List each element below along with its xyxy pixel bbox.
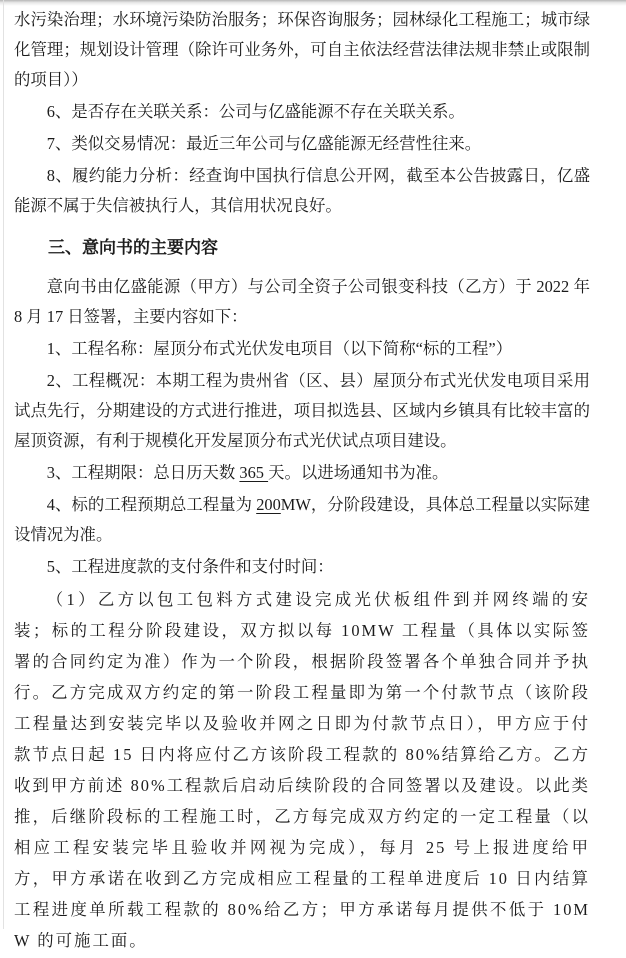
document-paragraph	[14, 97, 590, 127]
underlined-value: 200	[256, 495, 281, 514]
text-run: MW，分阶段建设，具体总工程量以实际建设情况为准。	[14, 495, 590, 544]
page-left-edge	[3, 0, 4, 929]
text-run: 5、工程进度款的支付条件和支付时间：	[46, 557, 334, 576]
document-paragraph	[14, 272, 590, 332]
underlined-value: 365	[239, 463, 269, 482]
document-paragraph	[14, 490, 590, 550]
text-run: 3、工程期限：总日历天数	[46, 463, 240, 482]
text-run: 4、标的工程预期总工程量为	[46, 495, 257, 514]
text-run: 2、工程概况：本期工程为贵州省（区、县）屋顶分布式光伏发电项目采用试点先行，分期建设的方式进行推进，项目拟选县、区域内乡镇具有比较丰富的屋顶资源，有利于规模化开发屋顶分布式光伏试点项目建设。	[14, 371, 590, 450]
text-run: 7、类似交易情况：最近三年公司与亿盛能源无经营性往来。	[46, 134, 482, 153]
document-paragraph	[14, 129, 590, 159]
document-paragraph	[14, 584, 590, 956]
text-run: （1）乙方以包工包料方式建设完成光伏板组件到并网终端的安装；标的工程分阶段建设，双方拟以每 10MW 工程量（具体以实际签署的合同约定为准）作为一个阶段，根据阶段签署各个单独合同并予执行。乙方完成双方约定的第一阶段工程量即为第一个付款节点（该阶段工程量达到安装完毕以及验收并网之日即为付款节点日），甲方应于付款节点日起 15 日内将应付乙方该阶段工程款的 80%结算给乙方。乙方收到甲方前述 80%工程款后启动后续阶段的合同签署以及建设。以此类推，后继阶段标的工程施工时，乙方每完成双方约定的一定工程量（以相应工程安装完毕且验收并网视为完成），每月 25 号上报进度给甲方，甲方承诺在收到乙方完成相应工程量的工程单进度后 10 日内结算工程进度单所载工程款的 80%给乙方；甲方承诺每月提供不低于 10MW 的可施工面。	[14, 590, 590, 950]
document-paragraph	[14, 5, 590, 95]
document-paragraph	[14, 161, 590, 221]
document-paragraph	[14, 334, 590, 364]
text-run: 1、工程名称：屋顶分布式光伏发电项目（以下简称“标的工程”）	[46, 339, 513, 358]
text-run: 6、是否存在关联关系：公司与亿盛能源不存在关联关系。	[46, 102, 465, 121]
document-content	[14, 5, 590, 958]
text-run: 三、意向书的主要内容	[48, 238, 218, 257]
text-run: 8、履约能力分析：经查询中国执行信息公开网，截至本公告披露日，亿盛能源不属于失信被执行人，其信用状况良好。	[14, 166, 590, 215]
section-heading	[14, 233, 590, 263]
document-paragraph	[14, 458, 590, 488]
document-paragraph	[14, 366, 590, 456]
text-run: 天。以进场通知书为准。	[268, 463, 449, 482]
document-paragraph	[14, 552, 590, 582]
text-run: 意向书由亿盛能源（甲方）与公司全资子公司银变科技（乙方）于 2022 年 8 月 17 日签署，主要内容如下：	[14, 277, 590, 326]
text-run: 水污染治理；水环境污染防治服务；环保咨询服务；园林绿化工程施工；城市绿化管理；规划设计管理（除许可业务外，可自主依法经营法律法规非禁止或限制的项目））	[14, 10, 590, 89]
